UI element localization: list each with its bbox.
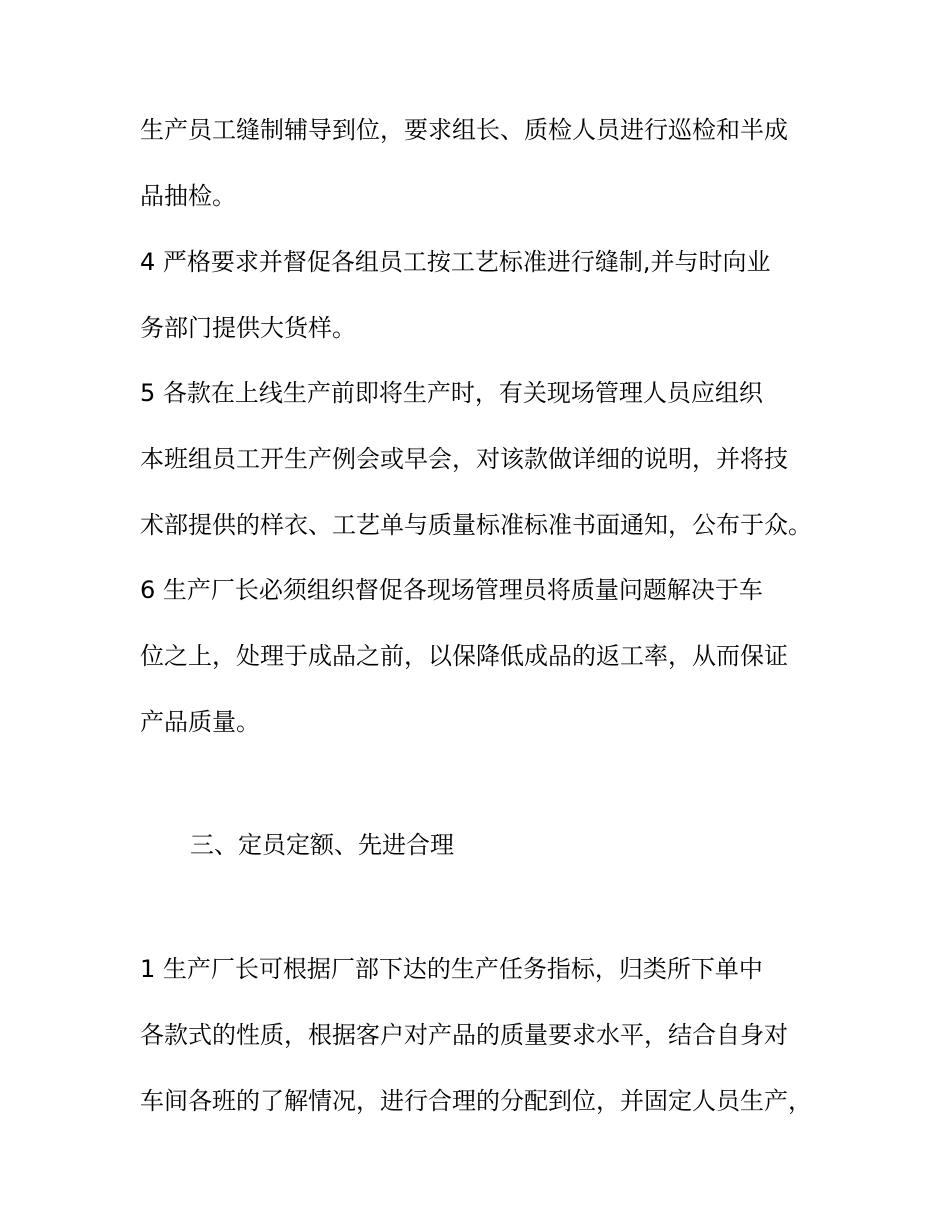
text-line-2: 品抽检。 xyxy=(140,182,236,210)
text-line-5: 5 各款在上线生产前即将生产时，有关现场管理人员应组织 xyxy=(140,379,763,407)
text-line-13: 车间各班的了解情况，进行合理的分配到位，并固定人员生产， xyxy=(140,1087,812,1115)
text-line-6: 本班组员工开生产例会或早会，对该款做详细的说明，并将技 xyxy=(140,445,788,473)
text-line-11: 1 生产厂长可根据厂部下达的生产任务指标，归类所下单中 xyxy=(140,955,763,983)
text-line-10: 产品质量。 xyxy=(140,708,260,736)
text-line-1: 生产员工缝制辅导到位，要求组长、质检人员进行巡检和半成 xyxy=(140,116,788,144)
text-line-8: 6 生产厂长必须组织督促各现场管理员将质量问题解决于车 xyxy=(140,576,763,604)
text-line-12: 各款式的性质，根据客户对产品的质量要求水平，结合自身对 xyxy=(140,1021,788,1049)
text-line-7: 术部提供的样衣、工艺单与质量标准标准书面通知，公布于众。 xyxy=(140,511,812,539)
text-line-3: 4 严格要求并督促各组员工按工艺标准进行缝制,并与时向业 xyxy=(140,248,771,276)
section-heading: 三、定员定额、先进合理 xyxy=(190,831,454,859)
text-line-4: 务部门提供大货样。 xyxy=(140,314,356,342)
text-line-9: 位之上，处理于成品之前，以保降低成品的返工率，从而保证 xyxy=(140,642,788,670)
